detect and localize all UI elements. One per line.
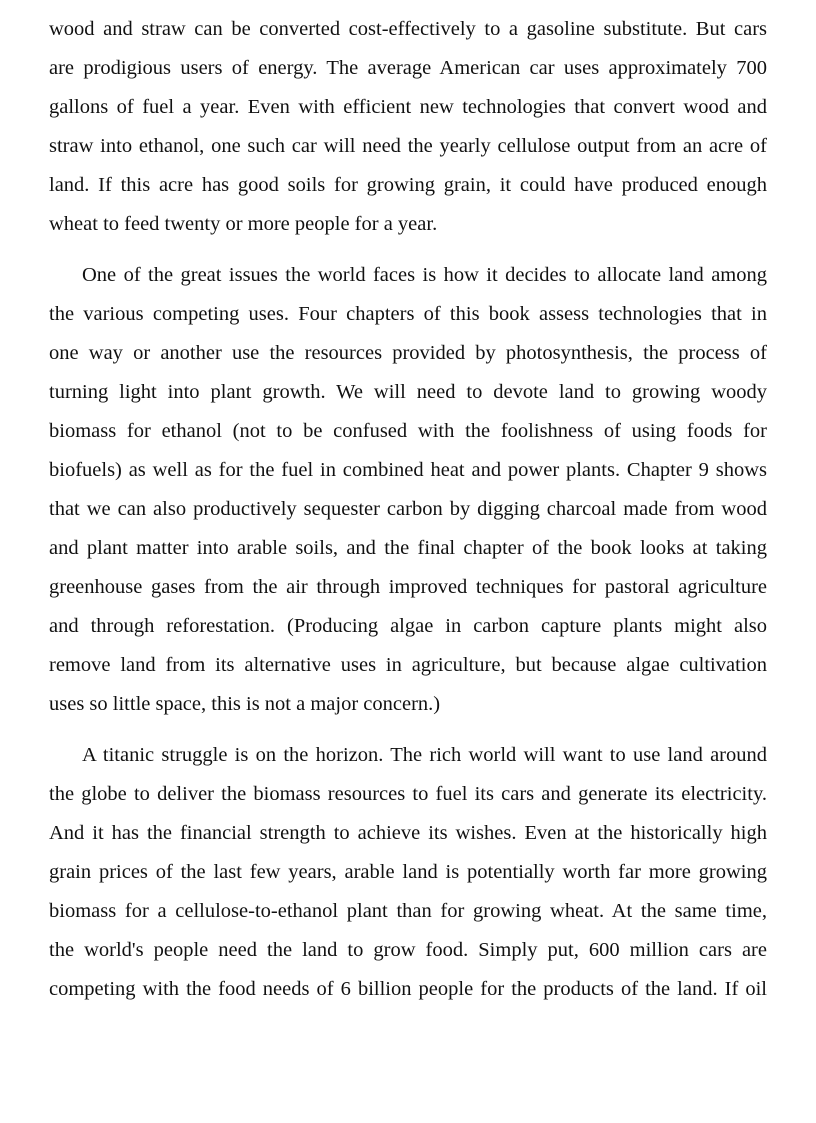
text-line: that we can also productively sequester carbon by digging charcoal made from wood (49, 498, 767, 520)
text-line: And it has the financial strength to achieve its wishes. Even at the historically high (49, 822, 767, 844)
text-line: One of the great issues the world faces is how it decides to allocate land among (82, 264, 767, 286)
text-line: biofuels) as well as for the fuel in combined heat and power plants. Chapter 9 shows (49, 459, 767, 481)
text-line: land. If this acre has good soils for growing grain, it could have produced enough (49, 174, 767, 196)
document-page (49, 10, 767, 1009)
paragraph-1 (49, 10, 767, 244)
text-line: wheat to feed twenty or more people for a year. (49, 213, 438, 235)
text-line: are prodigious users of energy. The average American car uses approximately 700 (49, 57, 767, 79)
text-line: biomass for a cellulose-to-ethanol plant than for growing wheat. At the same time, (49, 900, 767, 922)
text-line: and through reforestation. (Producing algae in carbon capture plants might also (49, 615, 767, 637)
paragraph-2 (49, 256, 767, 724)
text-line: straw into ethanol, one such car will need the yearly cellulose output from an acre of (49, 135, 767, 157)
text-line: the various competing uses. Four chapters of this book assess technologies that in (49, 303, 767, 325)
text-line: gallons of fuel a year. Even with efficient new technologies that convert wood and (49, 96, 767, 118)
text-line: uses so little space, this is not a major concern.) (49, 693, 441, 715)
text-line: biomass for ethanol (not to be confused with the foolishness of using foods for (49, 420, 767, 442)
paragraph-3 (49, 736, 767, 1009)
text-line: the globe to deliver the biomass resources to fuel its cars and generate its electricity. (49, 783, 767, 805)
text-line: one way or another use the resources provided by photosynthesis, the process of (49, 342, 767, 364)
text-line: grain prices of the last few years, arable land is potentially worth far more growing (49, 861, 767, 883)
text-line: A titanic struggle is on the horizon. The rich world will want to use land around (82, 744, 767, 766)
text-line: remove land from its alternative uses in agriculture, but because algae cultivation (49, 654, 767, 676)
text-line: turning light into plant growth. We will need to devote land to growing woody (49, 381, 767, 403)
text-line: and plant matter into arable soils, and the final chapter of the book looks at taking (49, 537, 767, 559)
text-line: greenhouse gases from the air through improved techniques for pastoral agriculture (49, 576, 767, 598)
text-line: the world's people need the land to grow food. Simply put, 600 million cars are (49, 939, 767, 961)
text-line: competing with the food needs of 6 billion people for the products of the land. If oil (49, 978, 767, 1000)
text-line: wood and straw can be converted cost-effectively to a gasoline substitute. But cars (49, 18, 767, 40)
